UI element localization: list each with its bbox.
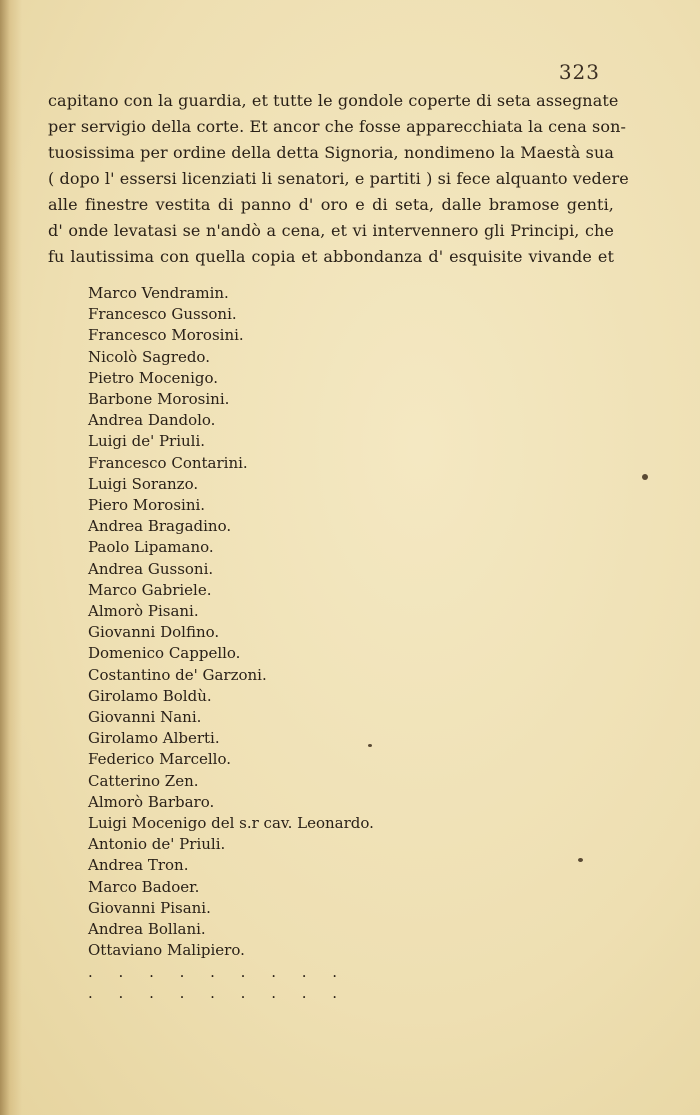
list-item: Girolamo Alberti. bbox=[88, 729, 220, 748]
list-item: Federico Marcello. bbox=[88, 750, 231, 769]
paragraph-line: alle finestre vestita di panno d' oro e di seta, dalle bramose genti, bbox=[48, 195, 614, 214]
list-item: Andrea Tron. bbox=[88, 856, 189, 875]
list-item: Giovanni Dolfino. bbox=[88, 623, 220, 642]
list-item: Giovanni Nani. bbox=[88, 708, 202, 727]
body-paragraph bbox=[48, 88, 629, 270]
list-item: Domenico Cappello. bbox=[88, 644, 241, 663]
list-item: Andrea Gussoni. bbox=[88, 559, 214, 578]
list-item: Luigi de' Priuli. bbox=[88, 432, 206, 451]
paper-speck bbox=[642, 474, 648, 480]
paper-speck bbox=[578, 858, 583, 862]
list-item: Marco Gabriele. bbox=[88, 580, 212, 599]
list-item: Luigi Soranzo. bbox=[88, 474, 199, 493]
list-item: Andrea Bollani. bbox=[88, 920, 206, 939]
paragraph-line: fu lautissima con quella copia et abbondanza d' esquisite vivande et bbox=[48, 247, 614, 266]
list-item: Andrea Dandolo. bbox=[88, 411, 216, 430]
list-item: Francesco Gussoni. bbox=[88, 305, 237, 324]
paper-speck bbox=[368, 744, 372, 747]
list-item: Barbone Morosini. bbox=[88, 390, 230, 409]
names-list bbox=[88, 283, 374, 1004]
list-item: Pietro Mocenigo. bbox=[88, 368, 219, 387]
page-number: 323 bbox=[558, 60, 600, 84]
list-item: Ottaviano Malipiero. bbox=[88, 941, 245, 960]
list-item: Piero Morosini. bbox=[88, 496, 206, 515]
ellipsis-row: . . . . . . . . . bbox=[88, 962, 348, 981]
paragraph-line: tuosissima per ordine della detta Signoria, nondimeno la Maestà sua bbox=[48, 143, 614, 162]
list-item: Francesco Contarini. bbox=[88, 453, 248, 472]
list-item: Paolo Lipamano. bbox=[88, 538, 214, 557]
list-item: Antonio de' Priuli. bbox=[88, 835, 226, 854]
list-item: Costantino de' Garzoni. bbox=[88, 665, 267, 684]
paragraph-line: per servigio della corte. Et ancor che fosse apparecchiata la cena son- bbox=[48, 117, 626, 136]
list-item: Giovanni Pisani. bbox=[88, 898, 211, 917]
list-item: Catterino Zen. bbox=[88, 771, 199, 790]
paragraph-line: d' onde levatasi se n'andò a cena, et vi intervennero gli Principi, che bbox=[48, 221, 614, 240]
ellipsis-row: . . . . . . . . . bbox=[88, 983, 348, 1002]
list-item: Marco Badoer. bbox=[88, 877, 200, 896]
list-item: Almorò Barbaro. bbox=[88, 792, 215, 811]
list-item: Almorò Pisani. bbox=[88, 602, 199, 621]
list-item: Girolamo Boldù. bbox=[88, 686, 212, 705]
list-item: Nicolò Sagredo. bbox=[88, 347, 210, 366]
list-item: Francesco Morosini. bbox=[88, 326, 244, 345]
list-item: Luigi Mocenigo del s.r cav. Leonardo. bbox=[88, 814, 374, 833]
paragraph-line: capitano con la guardia, et tutte le gondole coperte di seta assegnate bbox=[48, 91, 619, 110]
paragraph-line: ( dopo l' essersi licenziati li senatori, e partiti ) si fece alquanto vedere bbox=[48, 169, 629, 188]
list-item: Marco Vendramin. bbox=[88, 284, 229, 302]
list-item: Andrea Bragadino. bbox=[88, 517, 232, 536]
